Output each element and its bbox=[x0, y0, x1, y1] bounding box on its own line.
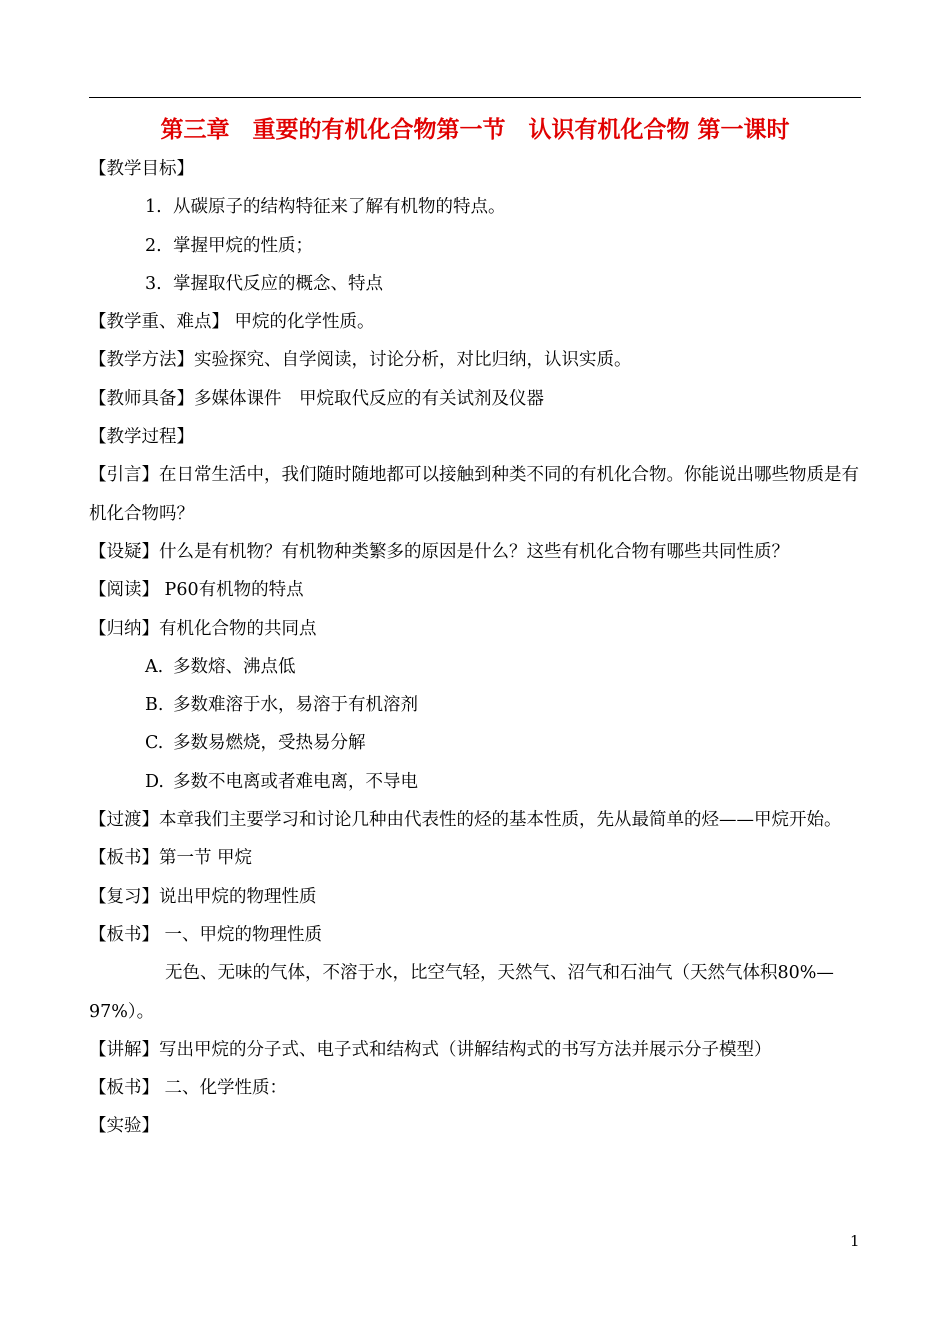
objective-item: 2. 掌握甲烷的性质； bbox=[145, 235, 313, 256]
board-note-3: 【板书】 二、化学性质： bbox=[89, 1078, 288, 1099]
explain-paragraph: 【讲解】写出甲烷的分子式、电子式和结构式（讲解结构式的书写方法并展示分子模型） bbox=[89, 1039, 772, 1060]
reading-paragraph: 【阅读】 P60有机物的特点 bbox=[89, 580, 304, 601]
document-body bbox=[89, 150, 861, 1146]
summary-item: A. 多数熔、沸点低 bbox=[145, 656, 296, 677]
key-points: 【教学重、难点】 甲烷的化学性质。 bbox=[89, 312, 375, 333]
summary-heading: 【归纳】有机化合物的共同点 bbox=[89, 618, 317, 639]
objective-item: 3. 掌握取代反应的概念、特点 bbox=[145, 273, 383, 294]
summary-item: C. 多数易燃烧，受热易分解 bbox=[145, 733, 366, 754]
process-heading: 【教学过程】 bbox=[89, 427, 194, 448]
experiment-heading: 【实验】 bbox=[89, 1116, 159, 1137]
intro-paragraph: 【引言】在日常生活中，我们随时随地都可以接触到种类不同的有机化合物。你能说出哪些物质是有机化合物吗？ bbox=[89, 465, 859, 524]
summary-item: B. 多数难溶于水，易溶于有机溶剂 bbox=[145, 695, 418, 716]
review-paragraph: 【复习】说出甲烷的物理性质 bbox=[89, 886, 317, 907]
question-paragraph: 【设疑】什么是有机物？有机物种类繁多的原因是什么？这些有机化合物有哪些共同性质？ bbox=[89, 541, 789, 562]
objective-item: 1. 从碳原子的结构特征来了解有机物的特点。 bbox=[145, 197, 506, 218]
teaching-methods: 【教学方法】实验探究、自学阅读，讨论分析，对比归纳，认识实质。 bbox=[89, 350, 632, 371]
objectives-heading: 【教学目标】 bbox=[89, 159, 194, 179]
summary-item: D. 多数不电离或者难电离，不导电 bbox=[145, 771, 418, 792]
physical-properties: 无色、无味的气体，不溶于水，比空气轻，天然气、沼气和石油气（天然气体积80%—97%）。 bbox=[89, 963, 834, 1022]
page-number: 1 bbox=[850, 1232, 860, 1250]
header-rule bbox=[89, 97, 861, 98]
document-title: 第三章 重要的有机化合物第一节 认识有机化合物 第一课时 bbox=[160, 116, 790, 143]
transition-paragraph: 【过渡】本章我们主要学习和讨论几种由代表性的烃的基本性质，先从最简单的烃——甲烷开始。 bbox=[89, 810, 842, 831]
board-note-1: 【板书】第一节 甲烷 bbox=[89, 848, 253, 869]
teacher-prep: 【教师具备】多媒体课件 甲烷取代反应的有关试剂及仪器 bbox=[89, 388, 544, 409]
board-note-2: 【板书】 一、甲烷的物理性质 bbox=[89, 924, 323, 945]
